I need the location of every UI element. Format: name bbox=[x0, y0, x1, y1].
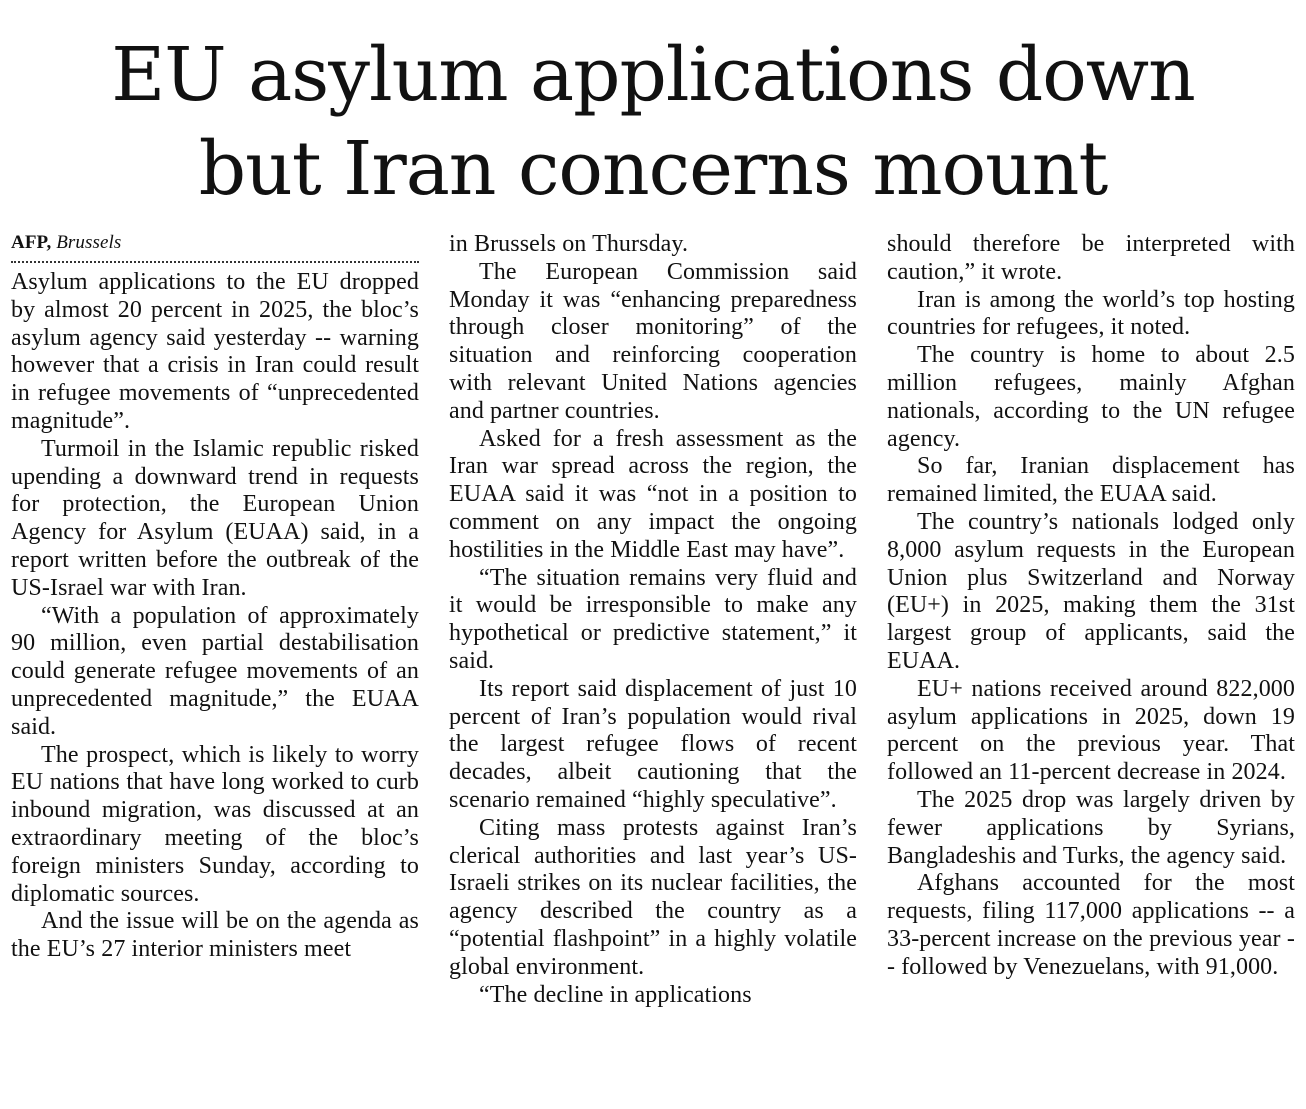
article-paragraph: Its report said displacement of just 10 percent of Iran’s population would rival the largest refugee flows of recent decades, albeit cautioning that the scenario remained “highly speculative”. bbox=[449, 675, 857, 813]
article-paragraph: EU+ nations received around 822,000 asylum applications in 2025, down 19 percent on the previous year. That followed an 11-percent decrease in 2024. bbox=[887, 675, 1295, 786]
article-column-1 bbox=[11, 231, 419, 964]
article-paragraph: Afghans accounted for the most requests, filing 117,000 applications -- a 33-percent increase on the previous year -- followed by Venezuelans, with 91,000. bbox=[887, 870, 1295, 980]
article-paragraph: The prospect, which is likely to worry EU nations that have long worked to curb inbound migration, was discussed at an extraordinary meeting of the bloc’s foreign ministers Sunday, according to diplomatic sources. bbox=[11, 741, 419, 907]
article-paragraph: Asylum applications to the EU dropped by almost 20 percent in 2025, the bloc’s asylum agency said yesterday -- warning however that a crisis in Iran could result in refugee movements of “unprecedented magnitude”. bbox=[11, 269, 419, 434]
headline-line-2: but Iran concerns mount bbox=[198, 126, 1108, 212]
article-paragraph: Asked for a fresh assessment as the Iran war spread across the region, the EUAA said it was “not in a position to comment on any impact the ongoing hostilities in the Middle East may have”. bbox=[449, 425, 857, 563]
article-paragraph: The country is home to about 2.5 million refugees, mainly Afghan nationals, according to the UN refugee agency. bbox=[887, 342, 1295, 452]
headline bbox=[0, 28, 1306, 216]
byline bbox=[11, 231, 419, 263]
article-paragraph: The European Commission said Monday it was “enhancing preparedness through closer monitoring” of the situation and reinforcing cooperation with relevant United Nations agencies and partner countries. bbox=[449, 258, 857, 424]
byline-location: Brussels bbox=[56, 232, 122, 253]
article-paragraph: Turmoil in the Islamic republic risked upending a downward trend in requests for protection, the European Union Agency for Asylum (EUAA) said, in a report written before the outbreak of the US-Israel war with Iran. bbox=[11, 435, 419, 601]
byline-agency: AFP, bbox=[11, 232, 52, 253]
article-paragraph: should therefore be interpreted with caution,” it wrote. bbox=[887, 231, 1295, 285]
article-paragraph: Citing mass protests against Iran’s clerical authorities and last year’s US-Israeli strikes on its nuclear facilities, the agency described the country as a “potential flashpoint” in a highly volatile global environment. bbox=[449, 814, 857, 980]
article-paragraph: So far, Iranian displacement has remained limited, the EUAA said. bbox=[887, 453, 1295, 508]
article-paragraph: “With a population of approximately 90 million, even partial destabilisation could generate refugee movements of an unprecedented magnitude,” the EUAA said. bbox=[11, 602, 419, 740]
article-column-3 bbox=[887, 231, 1295, 982]
article-paragraph: And the issue will be on the agenda as the EU’s 27 interior ministers meet bbox=[11, 908, 419, 963]
article-paragraph: “The decline in applications bbox=[479, 981, 752, 1008]
article-paragraph: Iran is among the world’s top hosting countries for refugees, it noted. bbox=[887, 286, 1295, 341]
article-paragraph: “The situation remains very fluid and it would be irresponsible to make any hypothetical or predictive statement,” it said. bbox=[449, 564, 857, 674]
article-paragraph: The country’s nationals lodged only 8,000 asylum requests in the European Union plus Switzerland and Norway (EU+) in 2025, making them the 31st largest group of applicants, said the EUAA. bbox=[887, 508, 1295, 674]
headline-line-1: EU asylum applications down bbox=[111, 32, 1195, 118]
article-column-2 bbox=[449, 231, 857, 1009]
article-paragraph: in Brussels on Thursday. bbox=[449, 231, 689, 257]
article-paragraph: The 2025 drop was largely driven by fewer applications by Syrians, Bangladeshis and Turks, the agency said. bbox=[887, 786, 1295, 869]
